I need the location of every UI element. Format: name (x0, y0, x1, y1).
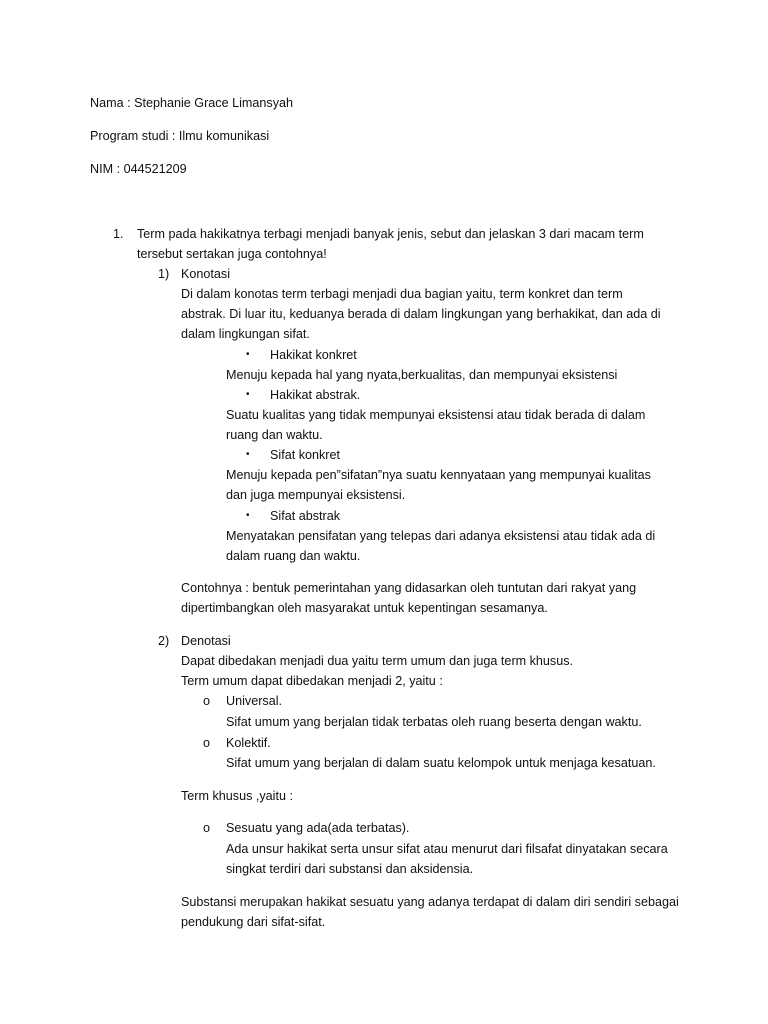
konotasi-intro-line: abstrak. Di luar itu, keduanya berada di dalam lingkungan yang berhakikat, dan ada di (181, 307, 661, 321)
list-item-desc: dan juga mempunyai eksistensi. (226, 488, 406, 502)
list-item-desc: dalam ruang dan waktu. (226, 549, 361, 563)
list-item-desc: Menuju kepada hal yang nyata,berkualitas, dan mempunyai eksistensi (226, 368, 618, 382)
bullet-icon: • (246, 449, 250, 460)
circle-bullet-icon: o (203, 821, 211, 835)
term-khusus-heading: Term khusus ,yaitu : (181, 789, 293, 803)
section-number: 2) (158, 634, 170, 648)
student-id: NIM : 044521209 (90, 162, 187, 176)
list-item-desc: Suatu kualitas yang tidak mempunyai eksistensi atau tidak berada di dalam (226, 408, 646, 422)
list-item-title: Kolektif. (226, 736, 271, 750)
bullet-icon: • (246, 349, 250, 360)
question-text-line: Term pada hakikatnya terbagi menjadi banyak jenis, sebut dan jelaskan 3 dari macam term (137, 227, 644, 241)
denotasi-intro-line: Term umum dapat dibedakan menjadi 2, yaitu : (181, 674, 443, 688)
list-item-desc: Sifat umum yang berjalan di dalam suatu kelompok untuk menjaga kesatuan. (226, 756, 656, 770)
list-item-desc: ruang dan waktu. (226, 428, 323, 442)
substansi-line: Substansi merupakan hakikat sesuatu yang adanya terdapat di dalam diri sendiri sebagai (181, 895, 679, 909)
section-title-konotasi: Konotasi (181, 267, 231, 281)
example-line: dipertimbangkan oleh masyarakat untuk kepentingan sesamanya. (181, 601, 548, 615)
study-program: Program studi : Ilmu komunikasi (90, 129, 270, 143)
list-item-title: Hakikat abstrak. (270, 388, 361, 402)
circle-bullet-icon: o (203, 694, 211, 708)
question-number: 1. (113, 227, 124, 241)
list-item-desc: Menuju kepada pen”sifatan”nya suatu kennyataan yang mempunyai kualitas (226, 468, 651, 482)
list-item-desc: Sifat umum yang berjalan tidak terbatas oleh ruang beserta dengan waktu. (226, 715, 642, 729)
list-item-desc: Ada unsur hakikat serta unsur sifat atau menurut dari filsafat dinyatakan secara (226, 842, 668, 856)
bullet-icon: • (246, 510, 250, 521)
list-item-title: Sifat konkret (270, 448, 340, 462)
list-item-title: Sesuatu yang ada(ada terbatas). (226, 821, 410, 835)
student-name: Nama : Stephanie Grace Limansyah (90, 96, 294, 110)
substansi-line: pendukung dari sifat-sifat. (181, 915, 326, 929)
section-number: 1) (158, 267, 170, 281)
konotasi-intro-line: dalam lingkungan sifat. (181, 327, 310, 341)
circle-bullet-icon: o (203, 736, 211, 750)
konotasi-intro-line: Di dalam konotas term terbagi menjadi dua bagian yaitu, term konkret dan term (181, 287, 623, 301)
list-item-desc: singkat terdiri dari substansi dan aksidensia. (226, 862, 474, 876)
example-line: Contohnya : bentuk pemerintahan yang didasarkan oleh tuntutan dari rakyat yang (181, 581, 637, 595)
bullet-icon: • (246, 389, 250, 400)
list-item-title: Hakikat konkret (270, 348, 357, 362)
question-text-line: tersebut sertakan juga contohnya! (137, 247, 327, 261)
section-title-denotasi: Denotasi (181, 634, 231, 648)
denotasi-intro-line: Dapat dibedakan menjadi dua yaitu term umum dan juga term khusus. (181, 654, 574, 668)
list-item-title: Sifat abstrak (270, 509, 340, 523)
list-item-desc: Menyatakan pensifatan yang telepas dari adanya eksistensi atau tidak ada di (226, 529, 656, 543)
list-item-title: Universal. (226, 694, 282, 708)
